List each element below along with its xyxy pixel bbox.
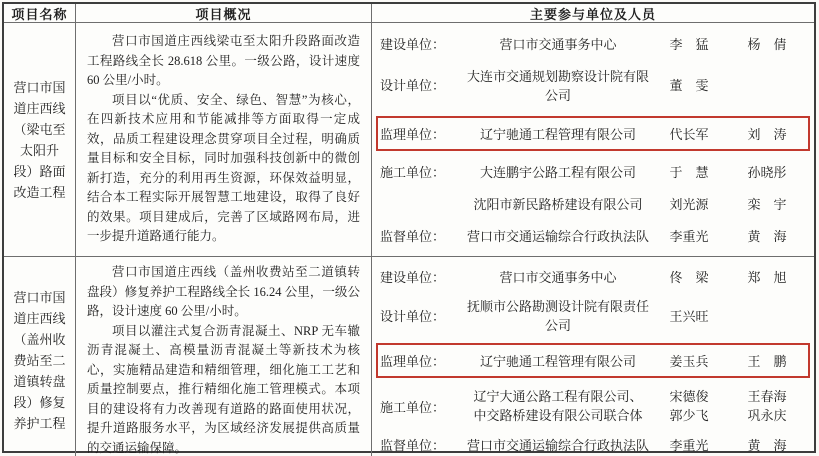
org-name: 抚顺市公路勘测设计院有限责任公司 xyxy=(466,299,649,333)
overview-paragraph: 项目以灌注式复合沥青混凝土、NRP 无车辙沥青混凝土、高模量沥青混凝土等新技术为核心，实施精品建造和精细管理，细化施工工艺和质量控制要点，推行精细化施工管理模式。本项目的建设将有力改善现有道路的路面使用状况，提升道路服务水平，为区域经济发展提供高质量的交通运输保障。 xyxy=(87,323,360,455)
role-label: 设计单位： xyxy=(380,78,446,94)
org-name: 辽宁驰通工程管理有限公司 xyxy=(479,354,636,369)
person-name: 李重光 xyxy=(669,438,709,453)
header-project-overview: 项目概况 xyxy=(76,4,372,23)
person-name: 佟 梁 xyxy=(669,270,709,285)
role-label: 施工单位： xyxy=(380,399,446,415)
participant-row-highlighted xyxy=(376,116,810,151)
person-name: 王 鹏 xyxy=(747,354,787,369)
person-name-line2: 巩永庆 xyxy=(747,408,787,423)
participant-row-joint-venture xyxy=(377,386,809,426)
person-name: 黄 海 xyxy=(747,228,787,244)
org-name: 营口市交通运输综合行政执法队 xyxy=(466,228,649,244)
org-name: 辽宁驰通工程管理有限公司 xyxy=(479,126,636,142)
project-name-cell: 营口市国道庄西线（盖州收费站至二道镇转盘段）修复养护工程 xyxy=(4,257,76,456)
person-name-line1: 宋德俊 xyxy=(669,389,709,404)
project-name-cell: 营口市国道庄西线（梁屯至太阳升段）路面改造工程 xyxy=(4,23,76,257)
person-name-line2: 郭少飞 xyxy=(669,408,709,423)
org-name-line1: 辽宁大通公路工程有限公司、 xyxy=(473,389,643,404)
person-name: 孙晓彤 xyxy=(747,165,787,181)
role-label: 监理单位： xyxy=(380,354,446,369)
org-name: 大连市交通规划勘察设计院有限公司 xyxy=(466,68,649,103)
org-name: 营口市交通事务中心 xyxy=(499,37,617,53)
participants-cell xyxy=(372,23,814,257)
role-label: 监理单位： xyxy=(380,126,446,142)
org-name: 营口市交通运输综合行政执法队 xyxy=(466,438,649,453)
role-label: 建设单位： xyxy=(380,37,446,53)
org-name xyxy=(466,387,650,425)
person-name-line1: 王春海 xyxy=(747,389,787,404)
projects-table xyxy=(2,2,816,453)
person-name: 于 慧 xyxy=(669,165,709,181)
person-name xyxy=(728,387,806,425)
participant-row-highlighted xyxy=(376,343,810,378)
org-name: 大连鹏宇公路工程有限公司 xyxy=(479,165,636,181)
project-overview-cell xyxy=(76,257,372,456)
participants-cell xyxy=(372,257,814,456)
person-name: 姜玉兵 xyxy=(669,354,709,369)
header-participants: 主要参与单位及人员 xyxy=(372,4,814,23)
person-name: 李重光 xyxy=(669,228,709,244)
person-name: 李 猛 xyxy=(669,37,709,53)
org-name: 沈阳市新民路桥建设有限公司 xyxy=(473,196,643,212)
person-name: 刘 涛 xyxy=(747,126,787,142)
role-label: 建设单位： xyxy=(380,270,446,285)
role-label: 施工单位： xyxy=(380,165,446,181)
participant-row xyxy=(377,225,809,246)
role-label: 监督单位： xyxy=(380,228,446,244)
person-name: 郑 旭 xyxy=(747,270,787,285)
org-name: 营口市交通事务中心 xyxy=(499,270,617,285)
participant-row xyxy=(377,295,809,335)
person-name: 王兴旺 xyxy=(669,308,709,324)
person-name xyxy=(650,387,728,425)
header-project-name: 项目名称 xyxy=(4,4,76,23)
person-name: 刘光源 xyxy=(669,196,709,212)
org-name-line2: 中交路桥建设有限公司联合体 xyxy=(473,408,643,423)
overview-paragraph: 营口市国道庄西线（盖州收费站至二道镇转盘段）修复养护工程路线全长 16.24 公里，一级公路，设计速度 60 公里/小时。 xyxy=(87,265,360,318)
participant-row xyxy=(377,65,809,105)
overview-paragraph: 项目以“优质、安全、绿色、智慧”为核心，在四新技术应用和节能减排等方面取得一定成效，品质工程建设理念贯穿项目全过程，明确质量目标和安全目标，同时加强科技创新中的微创新打造，充分的利用再生资源，环保效益明显，结合本工程实际开展智慧工地建设，取得了良好的效果。项目建成后，完善了区域路网布局，进一步提升道路通行能力。 xyxy=(87,92,360,244)
participant-row xyxy=(377,266,809,287)
project-overview-cell xyxy=(76,23,372,257)
participant-row xyxy=(377,161,809,182)
role-label: 监督单位： xyxy=(380,438,446,453)
role-label: 设计单位： xyxy=(380,308,446,324)
person-name: 黄 海 xyxy=(747,438,787,453)
participant-row xyxy=(377,193,809,214)
person-name: 栾 宇 xyxy=(747,196,787,212)
participant-row xyxy=(377,33,809,54)
person-name: 代长军 xyxy=(669,126,709,142)
person-name: 董 雯 xyxy=(669,78,709,94)
participant-row xyxy=(377,434,809,455)
person-name: 杨 倩 xyxy=(747,37,787,53)
overview-paragraph: 营口市国道庄西线梁屯至太阳升段路面改造工程路线全长 28.618 公里。一级公路，设计速度 60 公里/小时。 xyxy=(87,34,360,88)
